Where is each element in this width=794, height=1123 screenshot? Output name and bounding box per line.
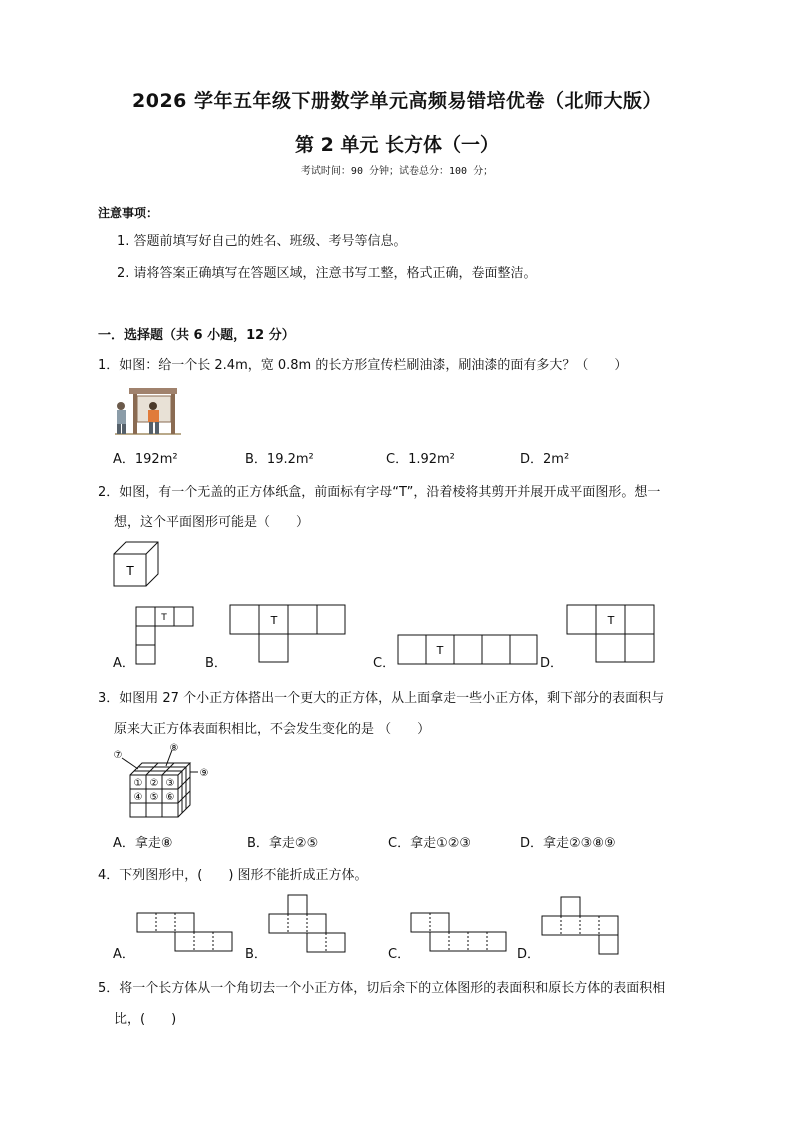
note-item-2: 2. 请将答案正确填写在答题区域，注意书写工整，格式正确，卷面整洁。: [117, 266, 537, 281]
q3-option-b[interactable]: B．拿走②⑤: [247, 836, 319, 851]
q2-net-a[interactable]: [135, 606, 197, 666]
q4-option-b[interactable]: B．: [245, 947, 267, 962]
cube-letter: T: [126, 564, 134, 578]
question-4-stem: 4．下列图形中，( ) 图形不能折成正方体。: [98, 868, 368, 883]
cube-label-3: ③: [165, 778, 175, 789]
q2-net-b[interactable]: [229, 604, 347, 664]
net-d-letter: T: [607, 614, 615, 627]
q4-net-c[interactable]: [410, 912, 508, 954]
q4-net-b[interactable]: [268, 894, 346, 956]
q3-option-a[interactable]: A．拿走⑧: [113, 836, 173, 851]
question-1-stem: 1．如图：给一个长 2.4m，宽 0.8m 的长方形宣传栏刷油漆，刷油漆的面有多大？（ ）: [98, 358, 628, 373]
cube-label-6: ⑥: [165, 792, 175, 803]
q4-option-c[interactable]: C．: [388, 947, 411, 962]
notes-heading: 注意事项：: [98, 206, 159, 220]
q2-net-c[interactable]: [397, 634, 539, 666]
question-5-stem-line2: 比，( ): [114, 1012, 177, 1027]
q1-option-a[interactable]: A．192m²: [113, 452, 178, 467]
bulletin-board-painting-image: [113, 380, 183, 436]
q1-option-b[interactable]: B．19.2m²: [245, 452, 314, 467]
q4-option-d[interactable]: D．: [517, 947, 541, 962]
stacked-cubes-diagram: [110, 742, 215, 822]
q2-option-b[interactable]: B．: [205, 656, 227, 671]
q2-option-d[interactable]: D．: [540, 656, 564, 671]
q4-net-d[interactable]: [541, 896, 619, 958]
cube-label-9: ⑨: [199, 768, 209, 779]
q2-option-c[interactable]: C．: [373, 656, 396, 671]
question-3-stem-line1: 3．如图用 27 个小正方体搭出一个更大的正方体，从上面拿走一些小正方体，剩下部分的表面积与: [98, 691, 665, 706]
exam-info: 考试时间：90 分钟；试卷总分：100 分；: [300, 166, 494, 177]
page-title: 2026 学年五年级下册数学单元高频易错培优卷（北师大版）: [132, 90, 662, 112]
q1-option-d[interactable]: D．2m²: [520, 452, 570, 467]
q4-net-a[interactable]: [136, 912, 234, 954]
cube-label-2: ②: [149, 778, 159, 789]
q4-option-a[interactable]: A．: [113, 947, 135, 962]
q1-option-c[interactable]: C．1.92m²: [386, 452, 455, 467]
page-subtitle: 第 2 单元 长方体（一）: [294, 134, 500, 156]
question-2-stem-line1: 2．如图，有一个无盖的正方体纸盒，前面标有字母“T”，沿着棱将其剪开并展开成平面图形。想一: [98, 485, 661, 500]
q3-option-c[interactable]: C．拿走①②③: [388, 836, 472, 851]
question-2-stem-line2: 想，这个平面图形可能是（ ）: [114, 515, 310, 530]
cube-label-8: ⑧: [169, 743, 179, 754]
section-title: 一．选择题（共 6 小题，12 分）: [98, 328, 295, 343]
note-item-1: 1. 答题前填写好自己的姓名、班级、考号等信息。: [117, 234, 407, 249]
cube-label-7: ⑦: [113, 750, 123, 761]
net-c-letter: T: [436, 644, 444, 657]
q3-option-d[interactable]: D．拿走②③⑧⑨: [520, 836, 616, 851]
net-b-letter: T: [270, 614, 278, 627]
cube-label-1: ①: [133, 778, 143, 789]
question-3-stem-line2: 原来大正方体表面积相比，不会发生变化的是 （ ）: [114, 722, 431, 737]
q2-net-d[interactable]: [566, 604, 656, 664]
cube-label-4: ④: [133, 792, 143, 803]
net-a-letter: T: [161, 613, 167, 623]
cube-label-5: ⑤: [149, 792, 159, 803]
open-cube-diagram: [112, 540, 162, 588]
question-5-stem-line1: 5．将一个长方体从一个角切去一个小正方体，切后余下的立体图形的表面积和原长方体的表面积相: [98, 981, 666, 996]
q2-option-a[interactable]: A．: [113, 656, 135, 671]
